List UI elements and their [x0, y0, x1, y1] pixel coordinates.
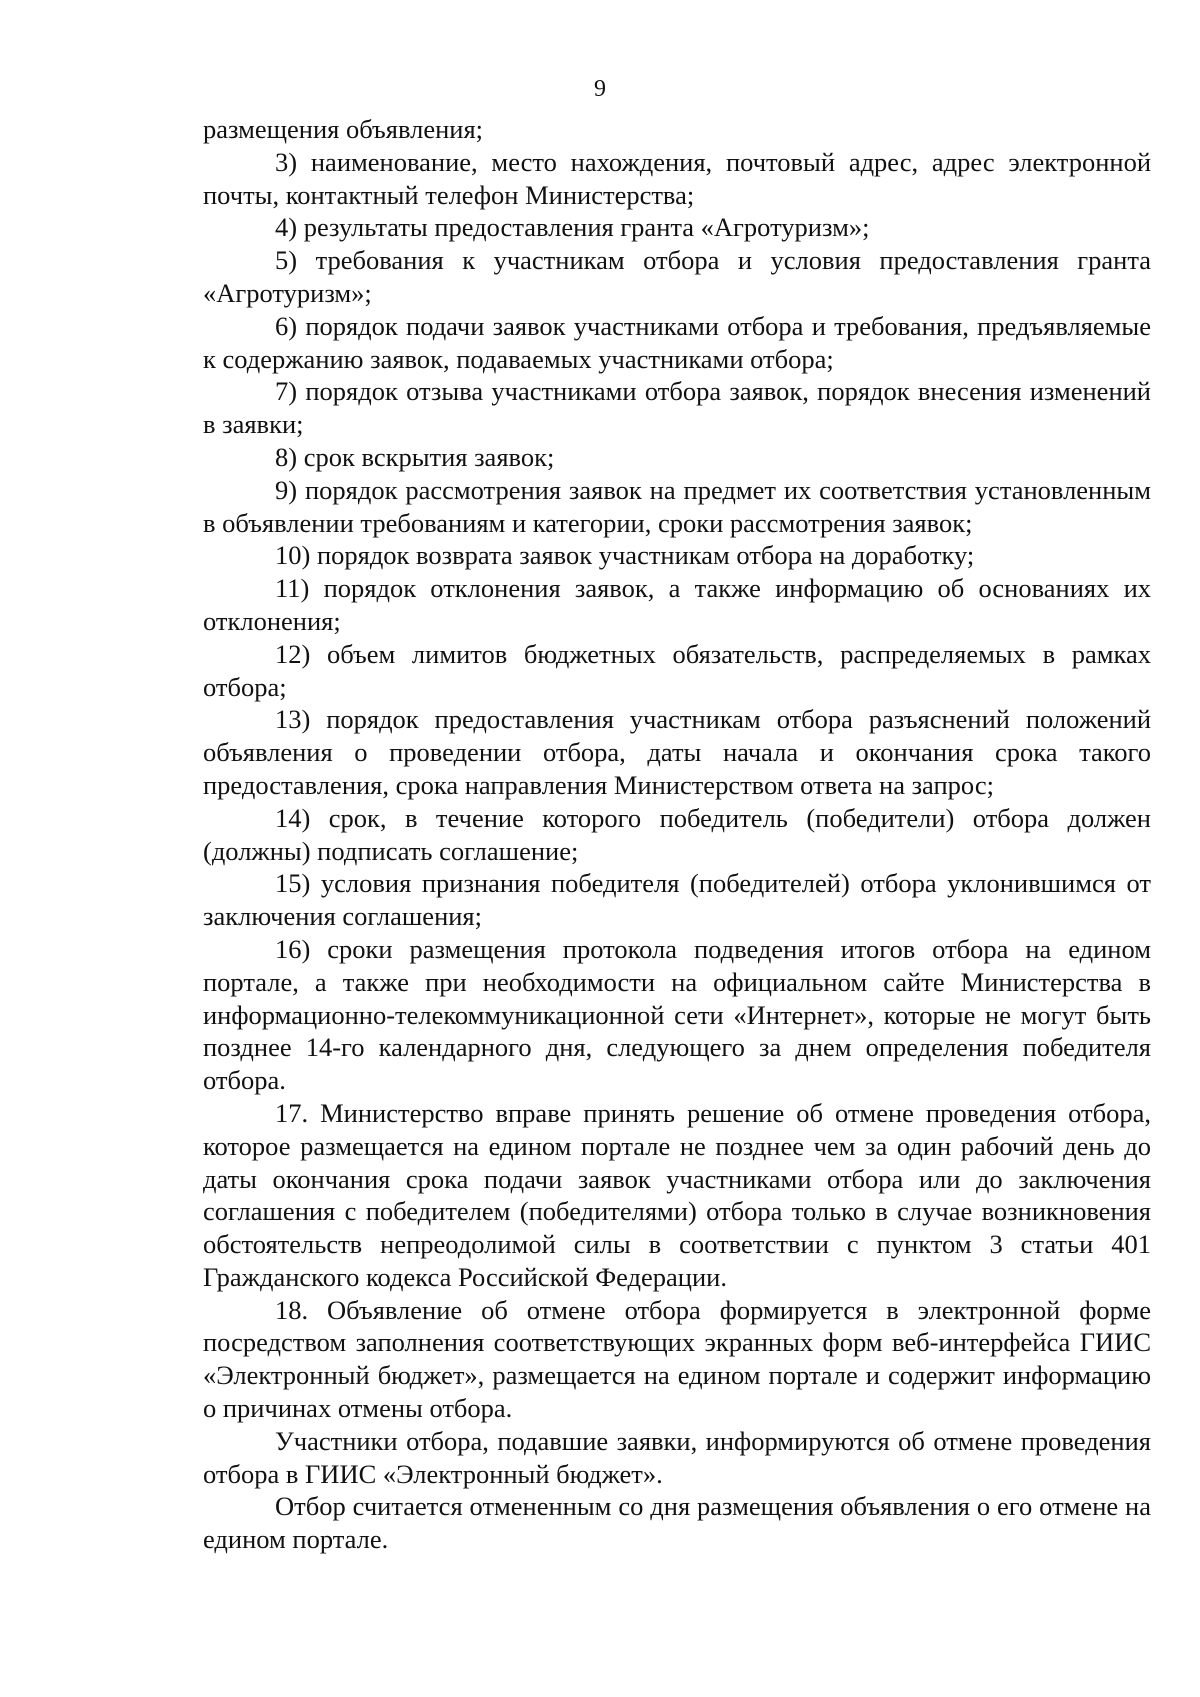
list-item-12: 12) объем лимитов бюджетных обязательств, распределяемых в рамках отбора;: [203, 638, 1151, 702]
list-item-7: 7) порядок отзыва участниками отбора заявок, порядок внесения изменений в заявки;: [203, 376, 1151, 440]
paragraph-continuation: размещения объявления;: [203, 114, 484, 144]
paragraph-participants-notified: Участники отбора, подавшие заявки, информируются об отмене проведения отбора в ГИИС «Электронный бюджет».: [203, 1425, 1151, 1489]
list-item-6: 6) порядок подачи заявок участниками отбора и требования, предъявляемые к содержанию заявок, подаваемых участниками отбора;: [203, 310, 1151, 374]
list-item-15: 15) условия признания победителя (победителей) отбора уклонившимся от заключения соглашения;: [203, 868, 1151, 932]
list-item-5: 5) требования к участникам отбора и условия предоставления гранта «Агротуризм»;: [203, 245, 1151, 308]
list-item-8: 8) срок вскрытия заявок;: [275, 441, 555, 472]
paragraph-selection-cancelled: Отбор считается отмененным со дня размещения объявления о его отмене на едином портале.: [203, 1491, 1151, 1555]
list-item-11: 11) порядок отклонения заявок, а также информацию об основаниях их отклонения;: [203, 573, 1151, 636]
list-item-4: 4) результаты предоставления гранта «Агротуризм»;: [275, 212, 870, 243]
section-17: 17. Министерство вправе принять решение об отмене проведения отбора, которое размещается на едином портале не позднее чем за один рабочий день до даты окончания срока подачи заявок участниками отбора или до заключения соглашения с победителем (победителями) отбора только в случае возникновения обстоятельств непреодолимой силы в соответствии с пунктом 3 статьи 401 Гражданского кодекса Российской Федерации.: [203, 1097, 1151, 1292]
list-item-13: 13) порядок предоставления участникам отбора разъяснений положений объявления о проведении отбора, даты начала и окончания срока такого предоставления, срока направления Министерством ответа на запрос;: [203, 704, 1151, 800]
list-item-9: 9) порядок рассмотрения заявок на предмет их соответствия установленным в объявлении требованиям и категории, сроки рассмотрения заявок;: [203, 474, 1151, 538]
list-item-10: 10) порядок возврата заявок участникам отбора на доработку;: [275, 540, 975, 571]
section-18: 18. Объявление об отмене отбора формируется в электронной форме посредством заполнения соответствующих экранных форм веб-интерфейса ГИИС «Электронный бюджет», размещается на едином портале и содержит информацию о причинах отмены отбора.: [203, 1294, 1151, 1424]
page-number: 9: [594, 76, 606, 102]
list-item-3: 3) наименование, место нахождения, почтовый адрес, адрес электронной почты, контактный телефон Министерства;: [203, 146, 1151, 210]
document-body: [203, 113, 1151, 1556]
list-item-16: 16) сроки размещения протокола подведения итогов отбора на едином портале, а также при необходимости на официальном сайте Министерства в информационно-телекоммуникационной сети «Интернет», которые не могут быть позднее 14-го календарного дня, следующего за днем определения победителя отбора.: [203, 933, 1151, 1096]
list-item-14: 14) срок, в течение которого победитель (победители) отбора должен (должны) подписать соглашение;: [203, 802, 1151, 866]
